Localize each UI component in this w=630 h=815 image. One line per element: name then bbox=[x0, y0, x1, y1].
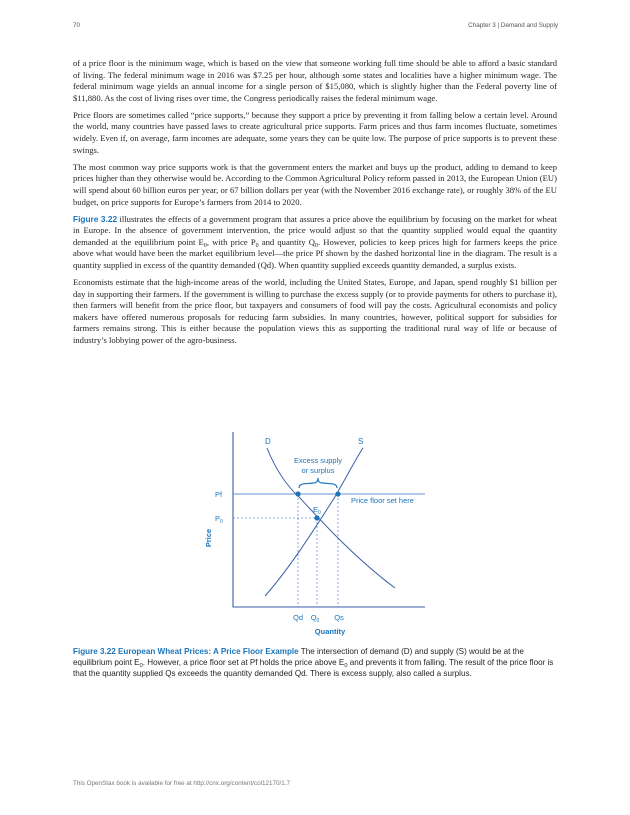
excess-supply-label: Excess supply bbox=[294, 456, 342, 465]
price-floor-note: Price floor set here bbox=[351, 496, 414, 505]
price-floor-diagram bbox=[205, 428, 435, 640]
y-axis-title: Price bbox=[204, 528, 213, 548]
e0-label: $E_0$ bbox=[313, 505, 321, 516]
qs-point bbox=[335, 491, 340, 496]
qs-tick-label: Qs bbox=[334, 613, 344, 622]
body-text bbox=[73, 58, 557, 352]
supply-label: S bbox=[358, 437, 364, 446]
pf-label: Pf bbox=[215, 490, 223, 499]
q0-tick-label: $Q_0$ bbox=[310, 613, 320, 624]
paragraph-farm-subsidies: Economists estimate that the high-income areas of the world, including the United States, Europe, and Japan, spend roughly $1 billion per day in supporting their farmers. If the government is willing to purchase the excess supply (or to provide payments for others to purchase it), then farmers will benefit from the price floor, but taxpayers and consumers of food will pay the costs. Agricultural economists and policy makers have offered numerous proposals for reducing farm subsidies. In many countries, however, political support for subsidies for farmers remains strong. This is either because the population views this as supporting the traditional rural way of life or because of industry’s lobbying power of the agro-business. bbox=[73, 277, 557, 346]
chapter-header: Chapter 3 | Demand and Supply bbox=[468, 22, 558, 29]
equilibrium-point bbox=[314, 515, 319, 520]
demand-label: D bbox=[265, 437, 271, 446]
paragraph-minimum-wage: of a price floor is the minimum wage, which is based on the view that someone working full time should be able to afford a basic standard of living. The federal minimum wage in 2016 was $7.25 per hour, although some states and localities have a higher minimum wage. The federal minimum wage yields an annual income for a single person of $15,080, which is slightly higher than the Federal poverty line of $11,880. As the cost of living rises over time, the Congress periodically raises the federal minimum wage. bbox=[73, 58, 557, 103]
p0-label: $P_0$ bbox=[215, 514, 223, 525]
paragraph-price-supports: Price floors are sometimes called “price supports,” because they support a price by preventing it from falling below a certain level. Around the world, many countries have passed laws to create agricultural price supports. Farm prices and thus farm incomes fluctuate, sometimes widely. Even if, on average, farm incomes are adequate, some years they can be quite low. The purpose of price supports is to prevent these swings. bbox=[73, 109, 557, 155]
figure-link[interactable]: Figure 3.22 bbox=[73, 213, 118, 224]
figure-caption: Figure 3.22 European Wheat Prices: A Price Floor Example The intersection of demand (D) and supply (S) would be at the equilibrium point $E_0$. However, a price floor set at Pf holds the price above $E_0$ and prevents it from falling. The result of the price floor is that the quantity supplied Qs exceeds the quantity demanded Qd. There is excess supply, also called a surplus. bbox=[73, 647, 554, 679]
surplus-label: or surplus bbox=[301, 466, 335, 475]
paragraph-figure-explanation: Figure 3.22 illustrates the effects of a government program that assures a price above the equilibrium by focusing on the market for wheat in Europe. In the absence of government intervention, the price would adjust so that the quantity supplied would equal the quantity demanded at the equilibrium point $E_0$, with price $P_0$ and quantity $Q_0$. However, policies to keep prices high for farmers keeps the price above what would have been the market equilibrium level—the price Pf shown by the dashed horizontal line in the diagram. The result is a quantity supplied in excess of the quantity demanded (Qd). When quantity supplied exceeds quantity demanded, a surplus exists. bbox=[73, 213, 557, 270]
page-number: 70 bbox=[73, 22, 81, 29]
qd-point bbox=[295, 491, 300, 496]
surplus-bracket bbox=[299, 478, 337, 488]
paragraph-eu-spending: The most common way price supports work is that the government enters the market and buys up the product, adding to demand to keep prices higher than they otherwise would be. According to the Common Agricultural Policy reform passed in 2013, the European Union (EU) will spend about 60 billion euros per year, or 67 billion dollars per year (with the November 2016 exchange rate), or roughly 38% of the EU budget, on price supports for Europe’s farmers from 2014 to 2020. bbox=[73, 161, 557, 207]
footer-note: This OpenStax book is available for free at http://cnx.org/content/col12170/1.7 bbox=[73, 780, 291, 787]
caption-title: Figure 3.22 European Wheat Prices: A Price Floor Example bbox=[73, 647, 299, 656]
x-axis-title: Quantity bbox=[314, 627, 346, 636]
qd-tick-label: Qd bbox=[292, 613, 304, 622]
